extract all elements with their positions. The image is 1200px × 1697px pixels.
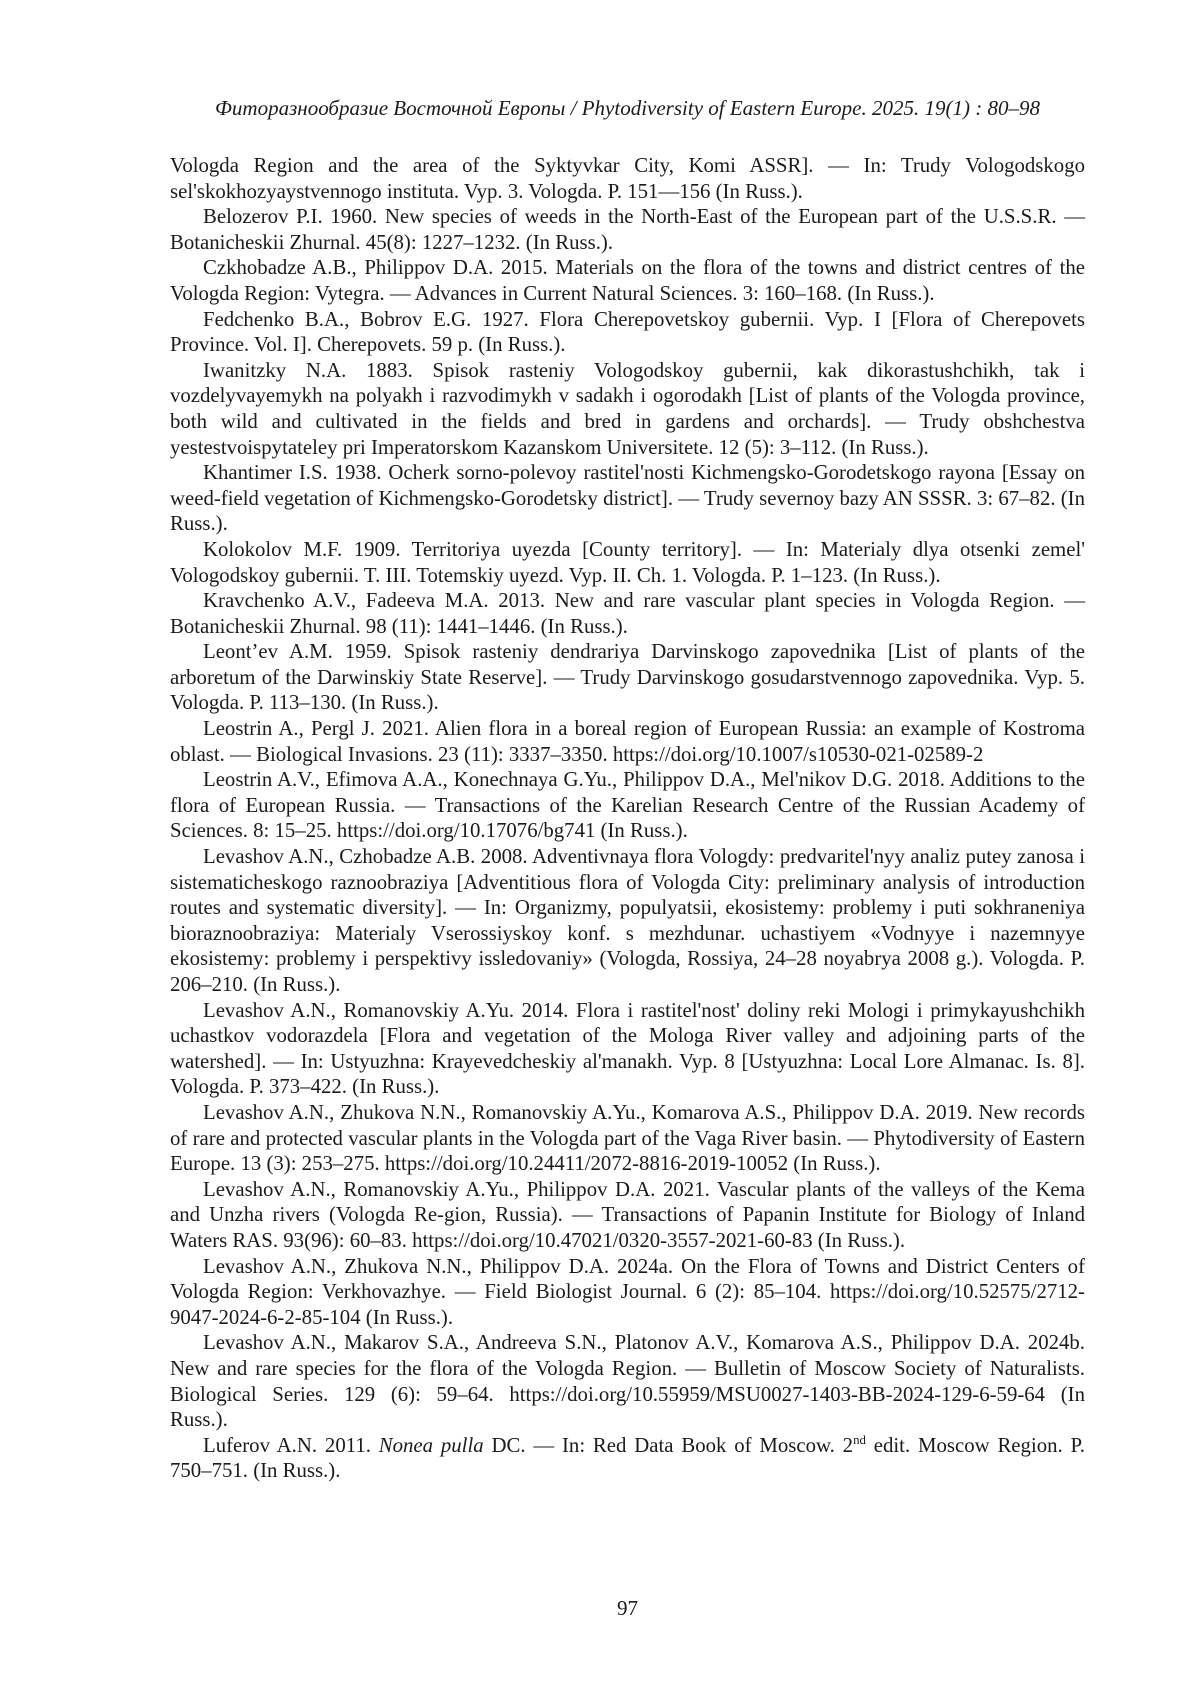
reference-entry [170,460,1085,537]
reference-entry [170,307,1085,358]
reference-text: Vologda Region and the area of the Syktyvkar City, Komi ASSR]. — In: Trudy Vologodskogo sel'skokhozyaystvennogo instituta. Vyp. 3. Vologda. P. 151—156 (In Russ.). [170,154,1085,203]
reference-entry [170,639,1085,716]
reference-text: Kravchenko A.V., Fadeeva M.A. 2013. New and rare vascular plant species in Vologda Region. — Botanicheskii Zhurnal. 98 (11): 1441–1446. (In Russ.). [170,589,1085,638]
reference-text: Iwanitzky N.A. 1883. Spisok rasteniy Vologodskoy gubernii, kak dikorastushchikh, tak i vozdelyvayemykh na polyakh i razvodimykh v sadakh i ogorodakh [List of plants of the Vologda province, both wild and cultivated in the fields and bred in gardens and orchards]. — Trudy obshchestva yestestvoispytateley pri Imperatorskom Kazanskom Universitete. 12 (5): 3–112. (In Russ.). [170,358,1085,459]
reference-text: Khantimer I.S. 1938. Ocherk sorno-polevoy rastitel'nosti Kichmengsko-Gorodetskogo rayona [Essay on weed-field vegetation of Kichmengsko-Gorodetsky district]. — Trudy severnoy bazy AN SSSR. 3: 67–82. (In Russ.). [170,461,1085,536]
reference-text: Kolokolov M.F. 1909. Territoriya uyezda [County territory]. — In: Materialy dlya otsenki zemel' Vologodskoy gubernii. T. III. Totemskiy uyezd. Vyp. II. Ch. 1. Vologda. P. 1–123. (In Russ.). [170,537,1085,587]
references-list [170,153,1085,1484]
reference-entry [170,1433,1085,1484]
reference-entry [170,204,1085,255]
reference-entry [170,537,1085,588]
page-number: 97 [617,1596,638,1620]
reference-text: DC. — In: Red Data Book of Moscow. 2 [483,1433,854,1457]
reference-entry [170,358,1085,460]
reference-entry [170,998,1085,1100]
reference-entry [170,767,1085,844]
reference-text: Leont’ev A.M. 1959. Spisok rasteniy dendrariya Darvinskogo zapovednika [List of plants of the arboretum of the Darwinskiy State Reserve]. — Trudy Darvinskogo gosudarstvennogo zapovednika. Vyp. 5. Vologda. P. 113–130. (In Russ.). [170,640,1085,715]
reference-entry [170,716,1085,767]
reference-text: Levashov A.N., Makarov S.A., Andreeva S.N., Platonov A.V., Komarova A.S., Philippov D.A. 2024b. New and rare species for the flora of the Vologda Region. — Bulletin of Moscow Society of Naturalists. Biological Series. 129 (6): 59–64. https://doi.org/10.55959/MSU0027-1403-BB-2024-129-6-59-64 (In Russ.). [170,1331,1085,1432]
reference-text: Fedchenko B.A., Bobrov E.G. 1927. Flora Cherepovetskoy gubernii. Vyp. I [Flora of Cherepovets Province. Vol. I]. Cherepovets. 59 p. (In Russ.). [170,307,1085,357]
reference-text: Levashov A.N., Zhukova N.N., Philippov D.A. 2024a. On the Flora of Towns and District Centers of Vologda Region: Verkhovazhye. — Field Biologist Journal. 6 (2): 85–104. https://doi.org/10.52575/2712-9047-2024-6-2-85-104 (In Russ.). [170,1254,1085,1329]
reference-text: Belozerov P.I. 1960. New species of weeds in the North-East of the European part of the U.S.S.R. — Botanicheskii Zhurnal. 45(8): 1227–1232. (In Russ.). [170,205,1085,254]
journal-running-header: Фиторазнообразие Восточной Европы / Phytodiversity of Eastern Europe. 2025. 19(1) : 80–98 [215,96,1040,120]
reference-entry [170,1330,1085,1432]
reference-entry [170,255,1085,306]
reference-text: Levashov A.N., Czhobadze A.B. 2008. Adventivnaya flora Vologdy: predvaritel'nyy analiz putey zanosa i sistematicheskogo raznoobraziya [Adventitious flora of Vologda City: preliminary analysis of introduction routes and systematic diversity]. — In: Organizmy, populyatsii, ekosistemy: problemy i puti sokhraneniya bioraznoobraziya: Materialy Vserossiyskoy konf. s mezhdunar. uchastiyem «Vodnyye i nazemnyye ekosistemy: problemy i perspektivy issledovaniy» (Vologda, Rossiya, 24–28 noyabrya 2008 g.). Vologda. P. 206–210. (In Russ.). [170,845,1085,996]
reference-entry [170,1254,1085,1331]
reference-text: Levashov A.N., Zhukova N.N., Romanovskiy A.Yu., Komarova A.S., Philippov D.A. 2019. New records of rare and protected vascular plants in the Vologda part of the Vaga River basin. — Phytodiversity of Eastern Europe. 13 (3): 253–275. https://doi.org/10.24411/2072-8816-2019-10052 (In Russ.). [170,1100,1085,1176]
reference-entry [170,588,1085,639]
reference-text: Levashov A.N., Romanovskiy A.Yu., Philippov D.A. 2021. Vascular plants of the valleys of the Kema and Unzha rivers (Vologda Re-gion, Russia). — Transactions of Papanin Institute for Biology of Inland Waters RAS. 93(96): 60–83. https://doi.org/10.47021/0320-3557-2021-60-83 (In Russ.). [170,1177,1085,1252]
reference-entry [170,844,1085,998]
reference-text: Czkhobadze A.B., Philippov D.A. 2015. Materials on the flora of the towns and district centres of the Vologda Region: Vytegra. — Advances in Current Natural Sciences. 3: 160–168. (In Russ.). [170,256,1085,305]
reference-text: Levashov A.N., Romanovskiy A.Yu. 2014. Flora i rastitel'nost' doliny reki Mologi i primykayushchikh uchastkov vodorazdela [Flora and vegetation of the Mologa River valley and adjoining parts of the watershed]. — In: Ustyuzhna: Krayevedcheskiy al'manakh. Vyp. 8 [Ustyuzhna: Local Lore Almanac. Is. 8]. Vologda. P. 373–422. (In Russ.). [170,998,1085,1099]
reference-text: Leostrin A.V., Efimova A.A., Konechnaya G.Yu., Philippov D.A., Mel'nikov D.G. 2018. Additions to the flora of European Russia. — Transactions of the Karelian Research Centre of the Russian Academy of Sciences. 8: 15–25. https://doi.org/10.17076/bg741 (In Russ.). [170,768,1085,843]
ordinal-suffix-superscript: nd [853,1432,866,1447]
reference-text: Leostrin A., Pergl J. 2021. Alien flora in a boreal region of European Russia: an example of Kostroma oblast. — Biological Invasions. 23 (11): 3337–3350. https://doi.org/10.1007/s10530-021-02589-2 [170,717,1085,766]
reference-text: edit. Moscow Region. P. 750–751. (In Russ.). [170,1433,1085,1483]
reference-text: Luferov A.N. 2011. [203,1433,379,1457]
reference-entry [170,153,1085,204]
reference-entry [170,1100,1085,1177]
species-name-italic: Nonea pulla [378,1433,484,1457]
reference-entry [170,1177,1085,1254]
